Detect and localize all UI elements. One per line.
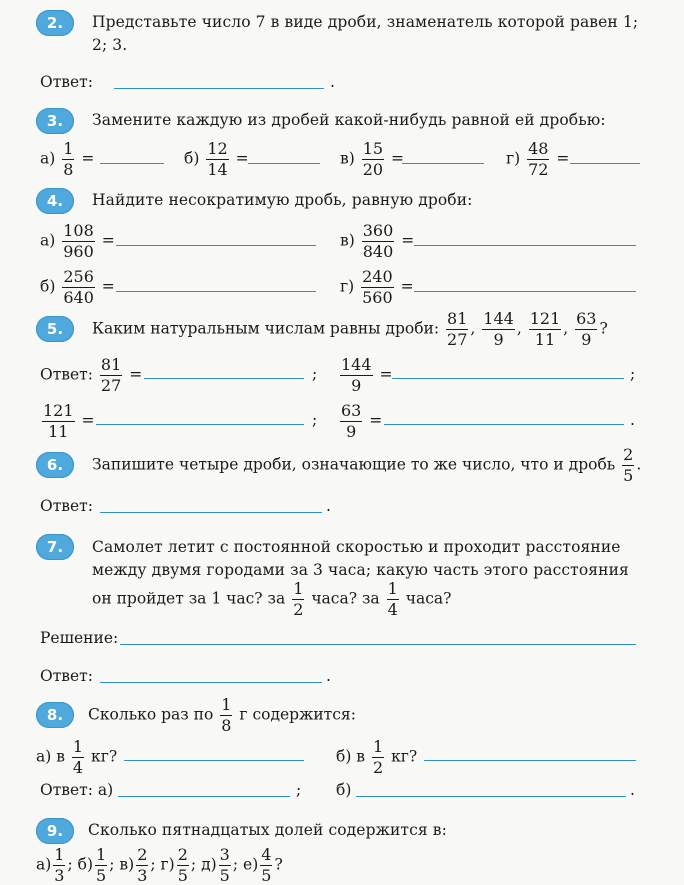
separator: ; <box>190 855 197 874</box>
separator: ; <box>109 855 115 874</box>
numerator: 256 <box>63 267 94 286</box>
task-7-line-3 <box>92 580 451 619</box>
answer-label: Ответ: <box>40 73 93 91</box>
denominator: 9 <box>351 376 362 395</box>
task-5-d-answer-line[interactable] <box>384 424 624 425</box>
task-3-text: Замените каждую из дробей какой-нибудь равной ей дробью: <box>92 111 606 129</box>
period: . <box>330 73 335 91</box>
denominator: 5 <box>219 866 230 885</box>
denominator: 20 <box>362 160 384 179</box>
item-label: е) <box>243 855 259 874</box>
answer-label: Ответ: <box>40 781 93 799</box>
fraction <box>206 140 228 179</box>
task-2-badge <box>36 10 74 36</box>
task-number: 6. <box>46 456 64 474</box>
task-9-badge <box>36 818 74 844</box>
numerator: 144 <box>341 355 372 374</box>
fraction <box>292 580 304 619</box>
task-4-item-d: г) $\frac{240}{560}$ = <box>340 267 414 307</box>
task-7-answer-line[interactable] <box>100 682 322 683</box>
denominator: 9 <box>493 330 504 349</box>
task-3-item-c: в) $\frac{15}{20}$ = <box>340 139 404 179</box>
fraction <box>482 310 515 349</box>
task-2-text: Представьте число 7 в виде дроби, знаменатель которой равен 1; 2; 3. <box>92 13 639 54</box>
unit: кг? <box>391 747 418 766</box>
item-label: а) в <box>36 747 65 766</box>
task-number: 5. <box>46 320 64 338</box>
task-4-badge <box>36 188 74 214</box>
numerator: 360 <box>362 221 394 240</box>
denominator: 27 <box>447 330 468 349</box>
answer-label: Ответ: <box>40 497 93 515</box>
period: . <box>630 781 635 799</box>
denominator: 5 <box>96 866 107 885</box>
task-4-item-b: б) $\frac{256}{640}$ = <box>40 267 115 307</box>
numerator: 81 <box>447 309 468 328</box>
task-8-item-a <box>36 738 117 777</box>
comma: , <box>516 319 522 338</box>
task-5-c-answer-line[interactable] <box>96 424 304 425</box>
denominator: 5 <box>177 866 188 885</box>
separator: ; <box>67 855 73 874</box>
denominator: 640 <box>63 288 94 307</box>
numerator: 12 <box>207 139 228 158</box>
numerator: 2 <box>177 845 188 864</box>
numerator: 144 <box>483 309 514 328</box>
answer-label: Ответ: <box>40 667 93 685</box>
item-label: а) <box>40 149 56 168</box>
fraction <box>340 356 373 395</box>
period: . <box>326 497 331 515</box>
numerator: 1 <box>54 845 65 864</box>
fraction <box>372 738 384 777</box>
task-2-answer-line[interactable] <box>114 88 324 89</box>
task-4-d-answer-line[interactable] <box>414 291 636 292</box>
denominator: 9 <box>581 330 592 349</box>
fraction <box>42 402 75 441</box>
fraction <box>72 738 84 777</box>
fraction <box>177 846 189 885</box>
fraction <box>136 846 148 885</box>
fraction <box>340 402 362 441</box>
fraction <box>100 356 122 395</box>
denominator: 560 <box>362 288 393 307</box>
item-label: б) <box>77 855 94 874</box>
fraction <box>219 846 231 885</box>
numerator: 2 <box>137 845 148 864</box>
denominator: 3 <box>54 866 65 885</box>
task-number: 9. <box>46 822 64 840</box>
fraction <box>446 310 468 349</box>
item-label: б) <box>184 149 200 168</box>
item-label: в) <box>340 231 355 250</box>
fraction <box>362 140 384 179</box>
numerator: 1 <box>293 579 304 598</box>
task-7-badge <box>36 534 74 560</box>
task-8-text <box>88 696 356 735</box>
task-8-answer-b-line[interactable] <box>356 796 626 797</box>
fraction <box>527 140 549 179</box>
fraction <box>362 222 395 261</box>
task-3-item-b: б) $\frac{12}{14}$ = <box>184 139 249 179</box>
task-8-badge <box>36 702 74 728</box>
item-label: б) <box>336 781 352 799</box>
task-8-text-b: г содержится: <box>239 705 356 724</box>
task-3-badge <box>36 108 74 134</box>
task-5-badge <box>36 316 74 342</box>
denominator: 5 <box>623 466 634 485</box>
denominator: 72 <box>528 160 549 179</box>
denominator: 2 <box>293 600 304 619</box>
separator: ; <box>150 855 156 874</box>
unit: кг? <box>91 747 118 766</box>
fraction <box>62 222 95 261</box>
numerator: 3 <box>219 845 230 864</box>
denominator: 960 <box>63 242 94 261</box>
denominator: 5 <box>261 866 272 885</box>
task-6-answer-line[interactable] <box>100 512 322 513</box>
numerator: 1 <box>72 737 84 756</box>
fraction <box>529 310 562 349</box>
item-label: а) <box>97 781 114 799</box>
semicolon: ; <box>312 365 318 383</box>
numerator: 1 <box>372 737 384 756</box>
answer-label: Ответ: <box>40 365 93 384</box>
numerator: 1 <box>96 845 107 864</box>
denominator: 8 <box>63 160 74 179</box>
task-5-answer-row-1b: $\frac{144}{9}$ = <box>341 355 393 395</box>
task-3-d-answer-line[interactable] <box>570 163 640 164</box>
comma: , <box>563 319 569 338</box>
fraction <box>220 696 232 735</box>
task-7-line-2: между двумя городами за 3 часа; какую часть этого расстояния <box>92 561 629 579</box>
task-7-line-1: Самолет летит с постоянной скоростью и проходит расстояние <box>92 538 621 556</box>
solution-label: Решение: <box>40 629 119 647</box>
task-8-a-work-line[interactable] <box>124 760 304 761</box>
task-4-c-answer-line[interactable] <box>414 245 636 246</box>
numerator: 48 <box>528 139 549 158</box>
task-5-answer-row-2b: $\frac{63}{9}$ = <box>341 401 383 441</box>
task-3-a-answer-line[interactable] <box>100 163 164 164</box>
task-9-items <box>36 846 283 885</box>
task-4-item-c: в) $\frac{360}{840}$ = <box>340 221 415 261</box>
task-8-b-work-line[interactable] <box>424 760 636 761</box>
numerator: 1 <box>63 139 74 158</box>
numerator: 63 <box>341 401 362 420</box>
numerator: 108 <box>63 221 94 240</box>
task-8-answer-a-line[interactable] <box>118 796 290 797</box>
task-7-text-c: часа? <box>405 589 452 608</box>
task-5-answer-row-1a: Ответ: $\frac{81}{27}$ = <box>40 355 143 395</box>
denominator: 27 <box>100 376 122 395</box>
task-7-text-a: он пройдет за 1 час? за <box>92 589 286 608</box>
task-6-question: Запишите четыре дроби, означающие то же число, что и дробь <box>92 455 616 474</box>
task-3-c-answer-line[interactable] <box>402 163 484 164</box>
item-label: г) <box>160 855 175 874</box>
task-8-item-b <box>336 738 417 777</box>
denominator: 2 <box>372 758 384 777</box>
task-number: 7. <box>46 538 64 556</box>
numerator: 4 <box>261 845 272 864</box>
denominator: 11 <box>534 330 556 349</box>
task-number: 3. <box>46 112 64 130</box>
fraction <box>95 846 107 885</box>
period: . <box>636 455 642 474</box>
separator: ? <box>274 855 283 874</box>
task-4-text: Найдите несократимую дробь, равную дроби: <box>92 191 473 209</box>
task-number: 8. <box>46 706 64 724</box>
numerator: 240 <box>362 267 393 286</box>
denominator: 3 <box>137 866 148 885</box>
fraction <box>575 310 597 349</box>
numerator: 2 <box>623 445 634 464</box>
task-5-a-answer-line[interactable] <box>144 378 304 379</box>
numerator: 121 <box>529 309 561 328</box>
separator: ; <box>232 855 239 874</box>
comma: , <box>470 319 476 338</box>
item-label: а) <box>36 855 52 874</box>
period: . <box>630 411 635 429</box>
numerator: 15 <box>362 139 384 158</box>
numerator: 1 <box>221 695 232 714</box>
item-label: в) <box>340 149 355 168</box>
numerator: 121 <box>43 401 74 420</box>
semicolon: ; <box>630 365 636 383</box>
task-7-solution-line[interactable] <box>120 644 636 645</box>
task-3-item-a: а) $\frac{1}{8}$ = <box>40 139 95 179</box>
item-label: в) <box>119 855 135 874</box>
task-5-text <box>92 310 608 349</box>
denominator: 8 <box>221 716 232 735</box>
period: . <box>326 667 331 685</box>
task-4-b-answer-line[interactable] <box>116 291 316 292</box>
denominator: 11 <box>48 422 69 441</box>
task-6-text <box>92 446 641 485</box>
task-number: 2. <box>46 14 64 32</box>
task-9-text: Сколько пятнадцатых долей содержится в: <box>88 821 447 839</box>
item-label: б) в <box>336 747 366 766</box>
question-mark: ? <box>599 319 608 338</box>
task-4-item-a: а) $\frac{108}{960}$ = <box>40 221 115 261</box>
task-8-answer-a <box>40 780 113 800</box>
item-label: г) <box>340 277 355 296</box>
task-8-text-a: Сколько раз по <box>88 705 214 724</box>
task-5-question: Каким натуральным числам равны дроби: <box>92 319 440 338</box>
numerator: 81 <box>100 355 122 374</box>
denominator: 9 <box>346 422 357 441</box>
item-label: а) <box>40 231 56 250</box>
task-number: 4. <box>46 192 64 210</box>
semicolon: ; <box>312 411 318 429</box>
item-label: д) <box>201 855 217 874</box>
fraction <box>62 140 74 179</box>
denominator: 840 <box>362 242 394 261</box>
task-3-item-d: г) $\frac{48}{72}$ = <box>506 139 570 179</box>
task-3-b-answer-line[interactable] <box>248 163 320 164</box>
item-label: б) <box>40 277 56 296</box>
item-label: г) <box>506 149 521 168</box>
numerator: 1 <box>387 579 398 598</box>
fraction <box>62 268 95 307</box>
task-6-badge <box>36 452 74 478</box>
task-4-a-answer-line[interactable] <box>116 245 316 246</box>
task-5-answer-row-2a: $\frac{121}{11}$ = <box>43 401 95 441</box>
denominator: 4 <box>387 600 398 619</box>
semicolon: ; <box>296 781 302 799</box>
numerator: 63 <box>576 309 597 328</box>
fraction <box>260 846 272 885</box>
denominator: 4 <box>72 758 84 777</box>
task-5-b-answer-line[interactable] <box>392 378 624 379</box>
fraction <box>361 268 394 307</box>
fraction <box>53 846 65 885</box>
task-7-text-b: часа? за <box>311 589 380 608</box>
fraction <box>622 446 634 485</box>
fraction <box>387 580 399 619</box>
denominator: 14 <box>207 160 228 179</box>
